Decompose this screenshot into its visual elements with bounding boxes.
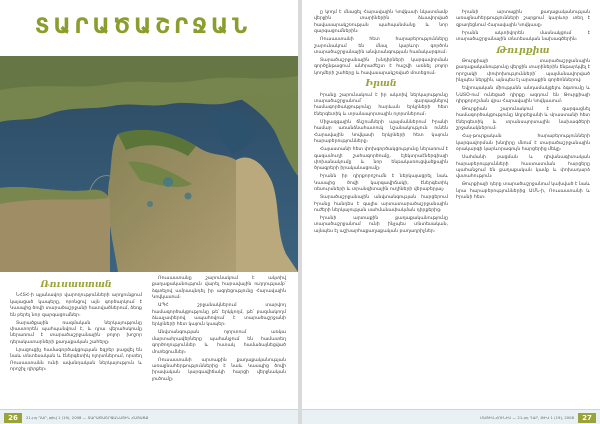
paragraph: Հայաստանի հետ փոխգործակցությունը ներառում է գազամուղի շահագործումը, էլեկտրաէներգիայի փոխանակումը և նոր ենթակառուցվածքային ծրագրերի իրականացումը։ <box>314 147 448 172</box>
paragraph: Տարածաշրջանային խնդիրների կարգավորման գործընթացում անհրաժեշտ է հաշվի առնել բոլոր կողմերի շահերը և հավասարակշռված մոտեցում։ <box>314 58 448 76</box>
paragraph: Սահմանի բացման և դիվանագիտական հարաբերությունների հաստատման հարցերը պահանջում են քաղաքական կամք և փոխադարձ վստահություն։ <box>456 155 590 180</box>
section-heading-iran: Իրան <box>365 78 397 90</box>
paragraph: Իրանը շարունակում է իր ակտիվ ներկայությունը տարածաշրջանում՝ զարգացնելով համագործակցությունը հարևան երկրների հետ էներգետիկ և տրանսպորտային ոլորտներում։ <box>314 92 448 117</box>
satellite-map-image <box>0 56 298 272</box>
left-column-2 <box>152 276 286 385</box>
right-column-1 <box>314 10 448 237</box>
left-page <box>0 0 298 424</box>
paragraph: ը կողմ է մնացել Հարավային Կովկասի նկատմամբ վերջին տարիներին ձևավորված հավասարակշռության պահպանմանը և նոր զարգացումներին։ <box>314 10 448 35</box>
paragraph: Տարածքային ռազմական ներկայությունը փաստորեն պահպանվում է, և դրա վերահսկումը ներառում է տարածաշրջանային բոլոր խոշոր դերակատարների քաղաքական շահերը։ <box>10 320 142 345</box>
paragraph: Իրանն ակտիվորեն մասնակցում է տարածաշրջանային տնտեսական նախագծերին։ <box>456 30 590 43</box>
paragraph: Հայ-թուրքական հարաբերությունների կարգավորման խնդիրը մնում է տարածաշրջանային օրակարգի կարևորագույն հարցերից մեկը։ <box>456 134 590 153</box>
right-column-2 <box>456 10 590 203</box>
paragraph: ԱՊՀ շրջանակներում տարվող համագործակցությունը թե՛ երկկողմ, թե՛ բազմակողմ ձևաչափերով ապահովում է տարածաշրջանի երկրների հետ կայուն կապեր։ <box>152 303 286 328</box>
right-page <box>302 0 600 424</box>
page-number: 27 <box>578 413 596 423</box>
paragraph: Ռուսաստանի հետ հարաբերությունները շարունակում են մնալ կարևոր գործոն տարածաշրջանային անվտանգության համակարգում։ <box>314 37 448 56</box>
paragraph: Միջազգային ճնշումների պայմաններում Իրանի համար առանձնահատուկ նշանակություն ունեն Հարավային Կովկասի երկրների հետ կայուն հարաբերությունները։ <box>314 119 448 145</box>
left-column-1 <box>10 278 142 375</box>
paragraph: Թուրքիայի դերը տարածաշրջանում կախված է նաև նրա հարաբերություններից ԱՄՆ-ի, Ռուսաստանի և Իրանի հետ։ <box>456 182 590 201</box>
footer-text: ՄԱՅԻՍ-ՀՈՒՆԻՍ — 21-րդ ԴԱՐ, ԹԻՎ 1 (19), 2008 <box>480 415 574 420</box>
paragraph: Լրացուցիչ համագործակցության եզրեր բացվել են նաև տնտեսական և էներգետիկ ոլորտներում, որտեղ Ռուսաստանն ունի ավանդական ներկայություն և որոշիչ դիրքեր։ <box>10 347 142 373</box>
paragraph: Ռուսաստանը շարունակում է ակտիվ քաղաքականություն վարել հարավային ուղղությամբ՝ ձգտելով ամրապնդել իր ազդեցությունը Հարավային Կովկասում։ <box>152 276 286 301</box>
paragraph: Անվտանգության ոլորտում առկա մարտահրավերները պահանջում են համատեղ գործողություններ և հստակ համաձայնեցված մոտեցումներ։ <box>152 330 286 355</box>
paragraph: Իրանն իր դիրքորոշումն է ներկայացրել նաև Կասպից ծովի կարգավիճակի, էներգետիկ ռեսուրսների և տրանզիտային ուղիների վերաբերյալ։ <box>314 174 448 193</box>
right-footer <box>302 409 600 424</box>
paragraph: Եվրոպական միությանն անդամակցելու ձգտումը և ՆԱՏՕ-ում ունեցած դիրքը ազդում են Թուրքիայի դիրքորոշման վրա Հարավային Կովկասում։ <box>456 86 590 105</box>
footer-text: 21-րդ ԴԱՐ, թիվ 1 (19), 2008 — ՏԱՐԱԾԱՇՐՋԱՆԱՅԻՆ ՀԱՅԱՑՔ <box>26 415 149 420</box>
paragraph: Իրանի արտաքին քաղաքականության առաջնահերթությունների շարքում կարևոր տեղ է զբաղեցնում Հարավային Կովկասը։ <box>456 10 590 28</box>
paragraph: Թուրքիայի տարածաշրջանային քաղաքականությունը վերջին տարիներին ենթարկվել է որոշակի փոփոխությունների՝ պայմանավորված ինչպես ներքին, այնպես էլ արտաքին գործոններով։ <box>456 59 591 84</box>
section-heading-russia: Ռուսաստան <box>40 279 112 290</box>
left-footer <box>0 409 298 424</box>
paragraph: Թուրքիան շարունակում է զարգացնել համագործակցությունը Ադրբեջանի և Վրաստանի հետ էներգետիկ և տրանսպորտային նախագծերի շրջանակներում։ <box>456 107 590 132</box>
paragraph: ՆՀՏՀ-ի պլանավոր վարողությունների արդյունքում կայացած կապերը, որոնցով այն գործարկում է Կասպից ծովի տարածաշրջանի հատվածներում, ձեռք են բերել նոր զարգացումներ։ <box>10 293 142 318</box>
page-number: 26 <box>4 413 22 423</box>
paragraph: Ռուսաստանի արտաքին քաղաքականության առաջնահերթություններից է նաև Կասպից ծովի իրավական կարգավիճակի հարցի վերջնական լուծումը։ <box>152 357 286 382</box>
paragraph: Տարածաշրջանային անվտանգության հարցերում Իրանը հանդես է գալիս արտատարածաշրջանային ուժերի ներկայության սահմանափակման դիրքերից։ <box>314 195 448 213</box>
page-title: ՏԱՐԱԾԱՇՐՋԱՆ <box>34 14 252 38</box>
section-heading-turkey: Թուրքիա <box>496 44 550 56</box>
paragraph: Իրանի արտաքին քաղաքականությունը տարածաշրջանում ունի ինչպես տնտեսական, այնպես էլ աշխարհաքաղաքական բաղադրիչներ։ <box>314 215 448 234</box>
